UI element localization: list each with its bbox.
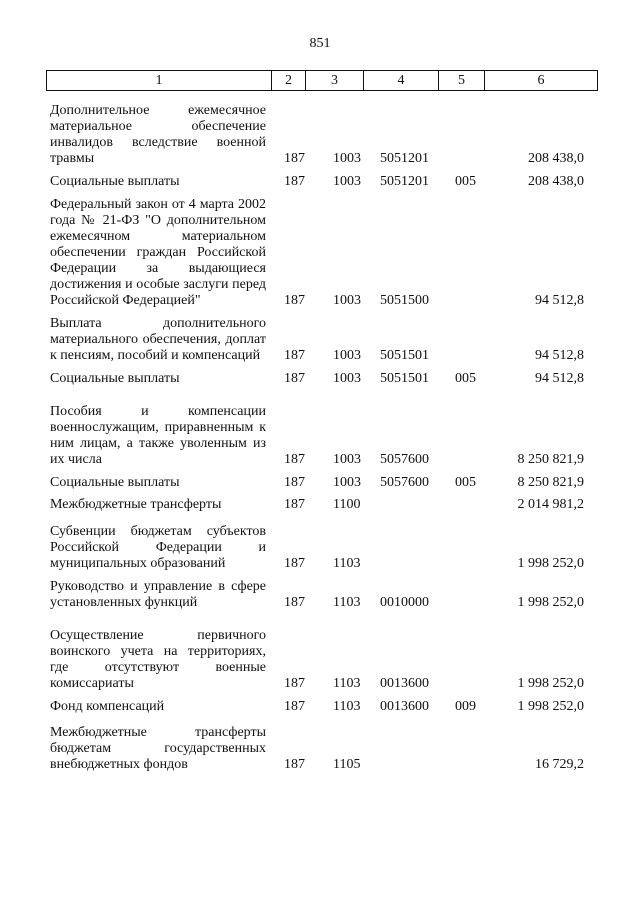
- row-col-3: 1103: [333, 676, 361, 691]
- row-col-2: 187: [284, 699, 305, 714]
- row-col-5: 005: [455, 371, 476, 386]
- row-col-6: 1 998 252,0: [517, 595, 584, 610]
- page-number: 851: [309, 36, 331, 51]
- row-col-3: 1003: [333, 151, 361, 166]
- header-col-4: 4: [364, 71, 439, 90]
- row-col-4: 5051201: [380, 174, 429, 189]
- row-col-2: 187: [284, 595, 305, 610]
- table-row: [0, 103, 640, 167]
- table-row: [0, 371, 640, 387]
- row-col-5: 005: [455, 174, 476, 189]
- row-col-6: 94 512,8: [535, 371, 584, 386]
- row-col-3: 1003: [333, 293, 361, 308]
- table-header: [46, 70, 598, 91]
- row-col-3: 1105: [333, 757, 361, 772]
- header-col-6: 6: [537, 73, 545, 88]
- row-col-6: 94 512,8: [535, 348, 584, 363]
- row-col-6: 1 998 252,0: [517, 699, 584, 714]
- row-name: Пособия и компенсации военнослужащим, приравненным к ним лицам, а также уволенным из их числа: [50, 404, 266, 467]
- row-col-3: 1103: [333, 595, 361, 610]
- table-row: [0, 197, 640, 309]
- row-col-4: 0013600: [380, 676, 429, 691]
- table-row: [0, 699, 640, 715]
- row-col-6: 1 998 252,0: [517, 676, 584, 691]
- row-col-6: 2 014 981,2: [517, 497, 584, 512]
- row-col-3: 1003: [333, 475, 361, 490]
- row-name: Социальные выплаты: [50, 475, 180, 490]
- row-col-2: 187: [284, 348, 305, 363]
- row-col-3: 1003: [333, 452, 361, 467]
- table-row: [0, 497, 640, 513]
- row-name: Выплата дополнительного материального обеспечения, доплат к пенсиям, пособий и компенсаций: [50, 316, 266, 363]
- row-name: Руководство и управление в сфере установленных функций: [50, 579, 266, 610]
- row-col-2: 187: [284, 757, 305, 772]
- row-col-5: 005: [455, 475, 476, 490]
- row-col-6: 208 438,0: [528, 151, 584, 166]
- table-body: [0, 93, 640, 773]
- table-row: [0, 174, 640, 190]
- row-col-6: 1 998 252,0: [517, 556, 584, 571]
- row-col-6: 8 250 821,9: [517, 475, 584, 490]
- row-col-2: 187: [284, 174, 305, 189]
- row-name: Социальные выплаты: [50, 174, 180, 189]
- row-col-4: 5057600: [380, 452, 429, 467]
- row-name: Межбюджетные трансферты бюджетам государственных внебюджетных фондов: [50, 725, 266, 772]
- row-col-4: 5057600: [380, 475, 429, 490]
- row-col-2: 187: [284, 452, 305, 467]
- row-col-2: 187: [284, 371, 305, 386]
- row-col-4: 5051501: [380, 348, 429, 363]
- header-col-1: 1: [47, 71, 272, 90]
- row-name: Фонд компенсаций: [50, 699, 165, 714]
- row-col-3: 1103: [333, 699, 361, 714]
- table-row: [0, 524, 640, 572]
- row-col-4: 0013600: [380, 699, 429, 714]
- row-col-3: 1003: [333, 174, 361, 189]
- header-col-3: 3: [306, 71, 364, 90]
- row-col-3: 1003: [333, 371, 361, 386]
- table-row: [0, 316, 640, 364]
- row-col-6: 16 729,2: [535, 757, 584, 772]
- row-name: Федеральный закон от 4 марта 2002 года № 21-ФЗ "О дополнительном ежемесячном материальном обеспечении граждан Российской Федерации за выдающиеся достижения и особые заслуги перед Российской Федерацией": [50, 197, 266, 308]
- row-col-4: 5051500: [380, 293, 429, 308]
- row-col-4: 5051201: [380, 151, 429, 166]
- row-col-6: 94 512,8: [535, 293, 584, 308]
- row-name: Субвенции бюджетам субъектов Российской Федерации и муниципальных образований: [50, 524, 266, 571]
- table-row: [0, 725, 640, 773]
- row-col-2: 187: [284, 151, 305, 166]
- row-col-2: 187: [284, 556, 305, 571]
- row-name: Осуществление первичного воинского учета на территориях, где отсутствуют военные комиссариаты: [50, 628, 266, 691]
- row-col-2: 187: [284, 293, 305, 308]
- row-name: Социальные выплаты: [50, 371, 180, 386]
- row-col-5: 009: [455, 699, 476, 714]
- row-col-3: 1100: [333, 497, 361, 512]
- table-row: [0, 475, 640, 491]
- row-name: Дополнительное ежемесячное материальное обеспечение инвалидов вследствие военной травмы: [50, 103, 266, 166]
- row-col-6: 8 250 821,9: [517, 452, 584, 467]
- row-col-4: 5051501: [380, 371, 429, 386]
- row-col-2: 187: [284, 676, 305, 691]
- header-col-5: 5: [439, 71, 485, 90]
- table-row: [0, 404, 640, 468]
- row-col-2: 187: [284, 475, 305, 490]
- row-col-4: 0010000: [380, 595, 429, 610]
- row-name: Межбюджетные трансферты: [50, 497, 222, 512]
- row-col-3: 1103: [333, 556, 361, 571]
- row-col-3: 1003: [333, 348, 361, 363]
- table-row: [0, 579, 640, 611]
- table-row: [0, 628, 640, 692]
- row-col-6: 208 438,0: [528, 174, 584, 189]
- row-col-2: 187: [284, 497, 305, 512]
- header-col-2: 2: [272, 71, 306, 90]
